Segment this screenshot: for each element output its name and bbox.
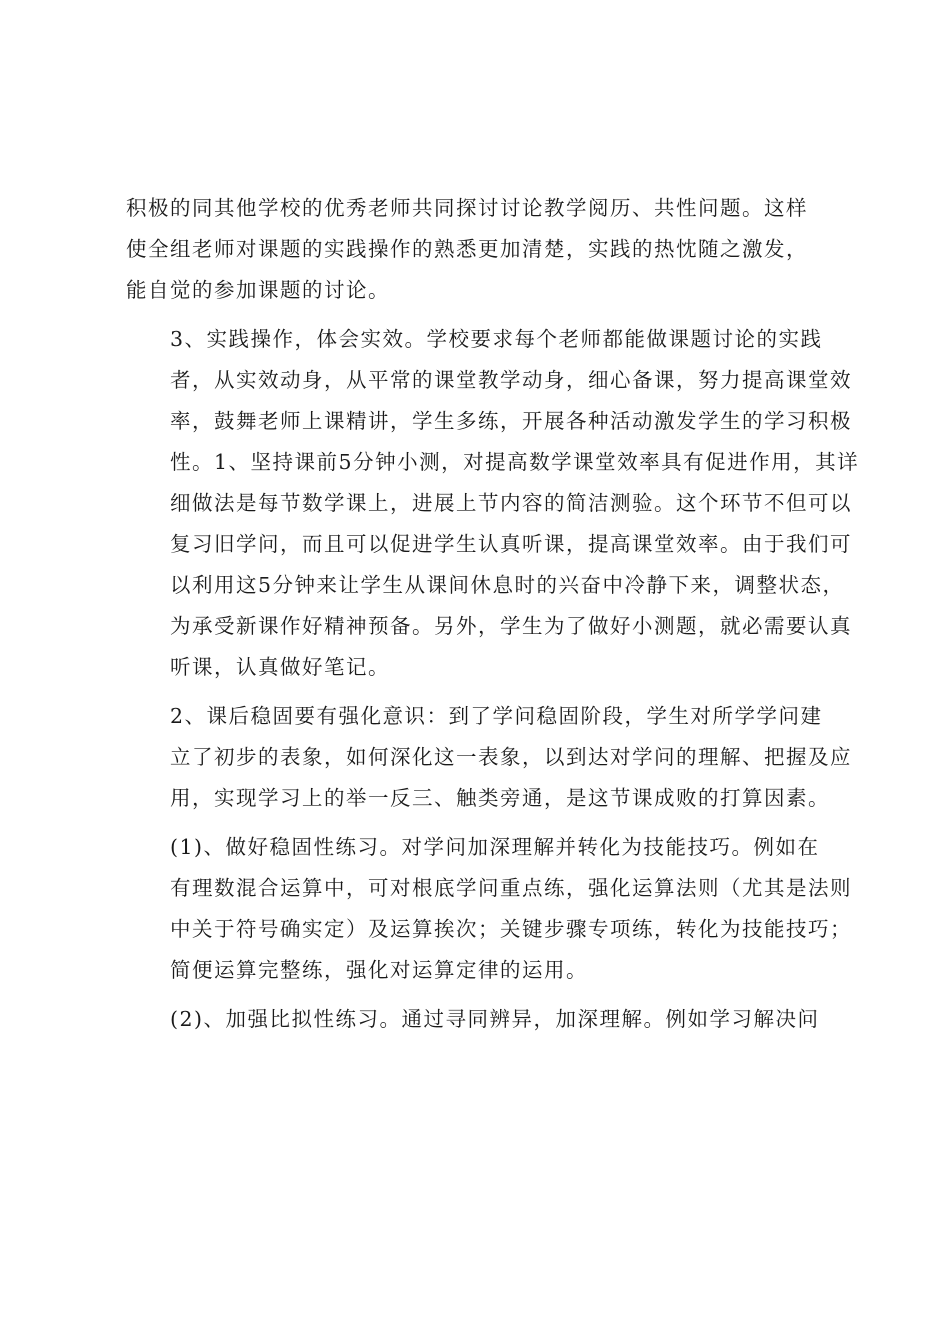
text-line: 2、课后稳固要有强化意识：到了学问稳固阶段，学生对所学学问建 (170, 704, 823, 728)
text-line: 为承受新课作好精神预备。另外，学生为了做好小测题，就必需要认真 (170, 614, 852, 638)
text-line: 听课，认真做好笔记。 (170, 655, 390, 679)
text-line: 中关于符号确实定）及运算挨次；关键步骤专项练，转化为技能技巧； (170, 917, 852, 941)
text-line: 积极的同其他学校的优秀老师共同探讨讨论教学阅历、共性问题。这样 (126, 196, 808, 220)
text-line: 能自觉的参加课题的讨论。 (126, 278, 390, 302)
text-line: 用，实现学习上的举一反三、触类旁通，是这节课成败的打算因素。 (170, 786, 830, 810)
text-line: 性。1、坚持课前5分钟小测，对提高数学课堂效率具有促进作用，其详 (170, 450, 860, 474)
text-line: 复习旧学问，而且可以促进学生认真听课，提高课堂效率。由于我们可 (170, 532, 852, 556)
text-line: 以利用这5分钟来让学生从课间休息时的兴奋中冷静下来，调整状态， (170, 573, 845, 597)
text-line: (2)、加强比拟性练习。通过寻同辨异，加深理解。例如学习解决问 (170, 1007, 820, 1031)
text-line: 细做法是每节数学课上，进展上节内容的简洁测验。这个环节不但可以 (170, 491, 852, 515)
document-body (126, 188, 860, 1048)
text-line: 有理数混合运算中，可对根底学问重点练，强化运算法则（尤其是法则 (170, 876, 852, 900)
text-line: (1)、做好稳固性练习。对学问加深理解并转化为技能技巧。例如在 (170, 835, 820, 859)
text-line: 立了初步的表象，如何深化这一表象，以到达对学问的理解、把握及应 (170, 745, 852, 769)
text-line: 者，从实效动身，从平常的课堂教学动身，细心备课，努力提高课堂效 (170, 368, 852, 392)
text-line: 使全组老师对课题的实践操作的熟悉更加清楚，实践的热忱随之激发， (126, 237, 808, 261)
paragraph-4 (126, 827, 852, 991)
paragraph-2 (126, 319, 860, 688)
paragraph-3 (126, 696, 852, 819)
text-line: 率，鼓舞老师上课精讲，学生多练，开展各种活动激发学生的学习积极 (170, 409, 852, 433)
paragraph-5 (126, 999, 830, 1040)
text-line: 简便运算完整练，强化对运算定律的运用。 (170, 958, 588, 982)
text-line: 3、实践操作，体会实效。学校要求每个老师都能做课题讨论的实践 (170, 327, 823, 351)
paragraph-1 (126, 188, 830, 311)
